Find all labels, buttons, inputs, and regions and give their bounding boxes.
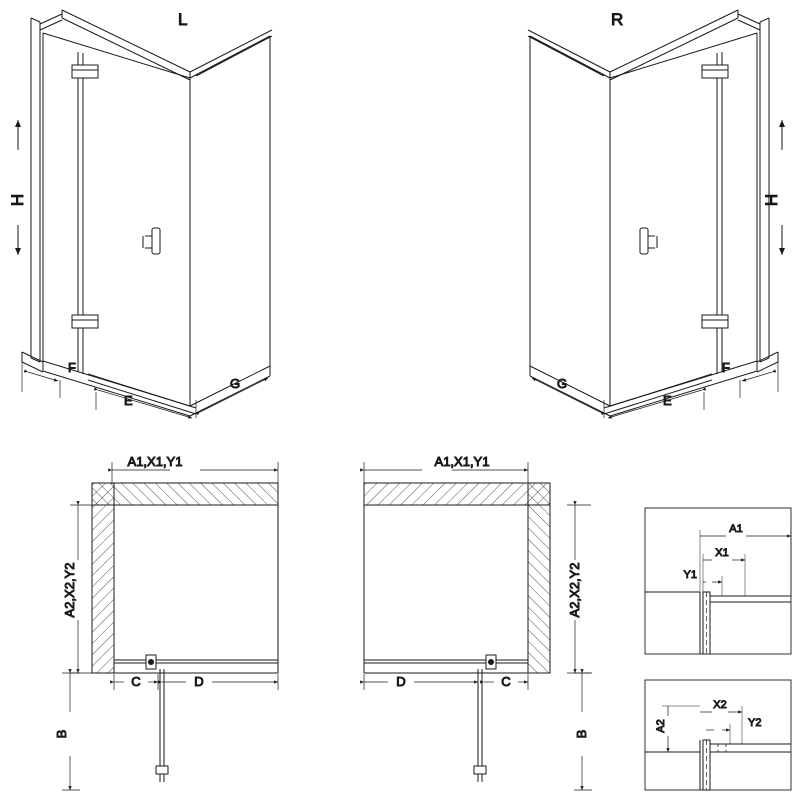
iso-view-left <box>8 10 272 418</box>
detail-top-dim-a1: A1 <box>729 523 743 535</box>
plan-right-dim-d: D <box>396 674 406 689</box>
iso-right-label-e: E <box>663 393 672 408</box>
detail-bottom-dim-x2: X2 <box>713 699 727 711</box>
iso-right-label-h: H <box>762 193 781 207</box>
plan-view-right <box>364 454 592 790</box>
iso-left-label-f: F <box>68 360 76 375</box>
plan-left-side-dim: A2,X2,Y2 <box>62 562 77 618</box>
plan-left-top-dim: A1,X1,Y1 <box>127 454 183 469</box>
iso-right-label-g: G <box>557 376 568 391</box>
iso-left-title: L <box>178 10 188 29</box>
plan-right-side-dim: A2,X2,Y2 <box>567 562 582 618</box>
detail-top-dim-y1: Y1 <box>683 569 697 581</box>
iso-view-right <box>528 10 782 418</box>
plan-left-dim-d: D <box>194 674 204 689</box>
plan-left-dim-b: B <box>54 729 69 739</box>
iso-right-title: R <box>611 10 624 29</box>
detail-top <box>645 508 791 654</box>
detail-bottom-dim-y2: Y2 <box>748 717 762 729</box>
plan-right-top-dim: A1,X1,Y1 <box>434 454 490 469</box>
plan-left-dim-c: C <box>131 674 141 689</box>
iso-right-label-f: F <box>722 360 730 375</box>
detail-top-dim-x1: X1 <box>715 547 729 559</box>
iso-left-label-e: E <box>124 393 133 408</box>
plan-view-left <box>54 454 278 790</box>
detail-bottom <box>645 680 791 790</box>
plan-right-dim-b: B <box>574 729 589 739</box>
iso-left-label-h: H <box>8 193 27 207</box>
detail-bottom-dim-a2: A2 <box>655 719 667 733</box>
plan-right-dim-c: C <box>501 674 511 689</box>
iso-left-label-g: G <box>230 376 241 391</box>
